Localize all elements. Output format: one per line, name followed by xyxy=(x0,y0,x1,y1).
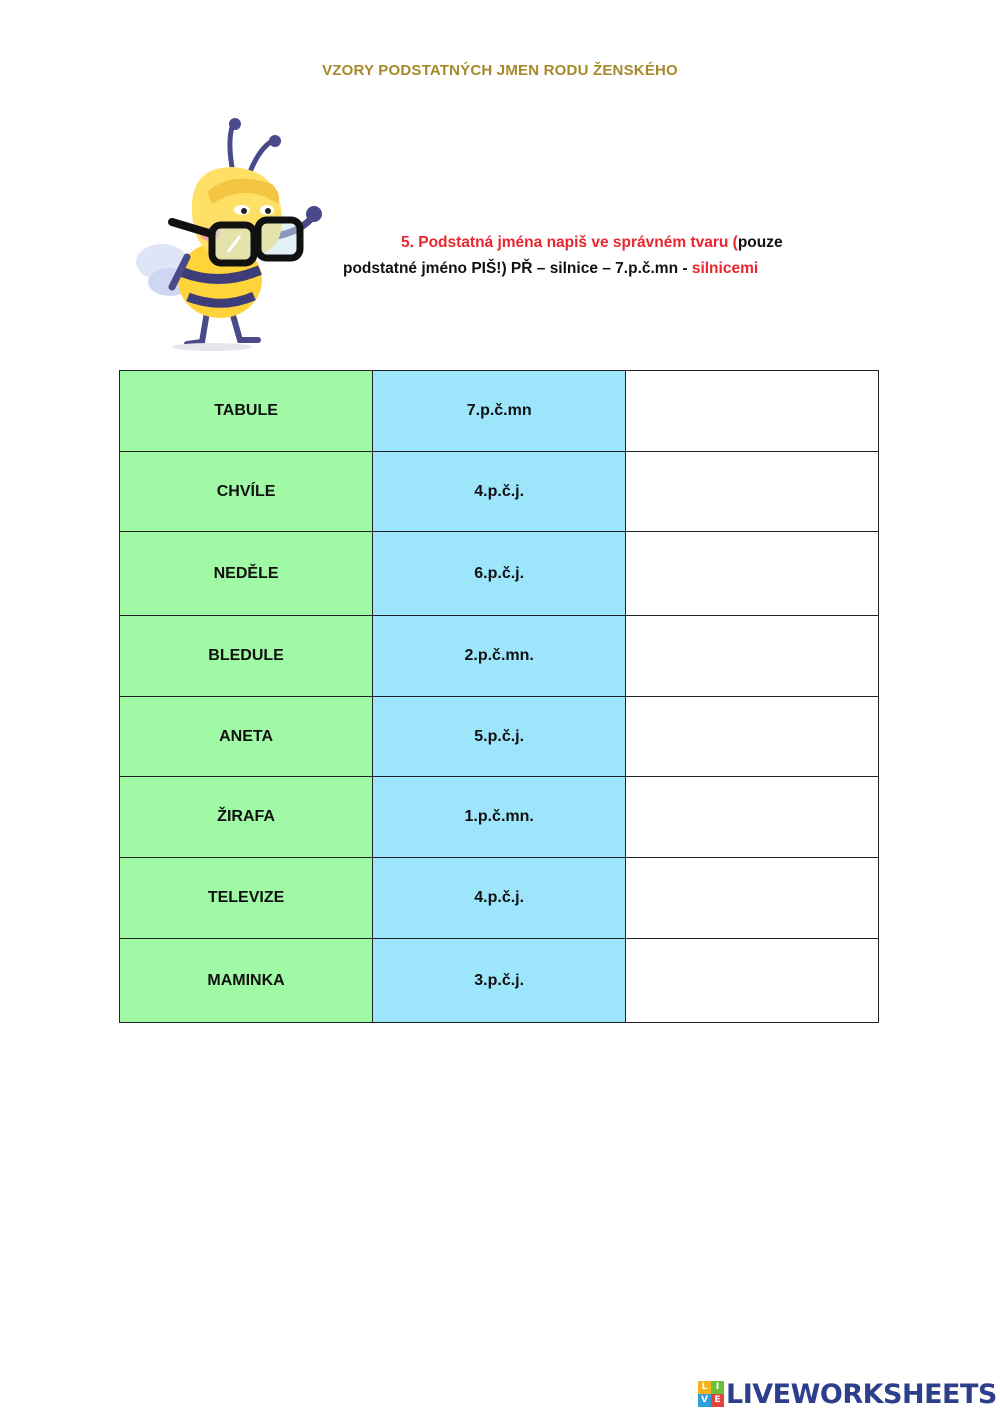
table-row xyxy=(120,452,879,532)
instruction-text: pouze podstatné jméno PIŠ!) PŘ – silnice – 7.p.č.mn - xyxy=(343,234,783,277)
case-cell: 7.p.č.mn xyxy=(373,371,626,452)
answer-cell xyxy=(626,939,879,1023)
answer-cell xyxy=(626,532,879,616)
liveworksheets-logo-icon: L I V E xyxy=(698,1381,724,1407)
answer-input[interactable] xyxy=(626,401,878,421)
noun-cell: CHVÍLE xyxy=(120,452,373,532)
answer-input[interactable] xyxy=(626,807,878,827)
table-row xyxy=(120,777,879,858)
table-row xyxy=(120,858,879,939)
answer-input[interactable] xyxy=(626,727,878,747)
noun-cell: ANETA xyxy=(120,697,373,777)
noun-cell: MAMINKA xyxy=(120,939,373,1023)
page-title: VZORY PODSTATNÝCH JMEN RODU ŽENSKÉHO xyxy=(322,62,678,79)
answer-input[interactable] xyxy=(626,888,878,908)
case-cell: 1.p.č.mn. xyxy=(373,777,626,858)
noun-cell: BLEDULE xyxy=(120,616,373,697)
case-cell: 2.p.č.mn. xyxy=(373,616,626,697)
logo-text: LIVEWORKSHEETS xyxy=(726,1378,997,1410)
table-row xyxy=(120,532,879,616)
answer-input[interactable] xyxy=(626,971,878,991)
noun-cell: ŽIRAFA xyxy=(120,777,373,858)
exercise-table xyxy=(119,370,879,1023)
liveworksheets-logo xyxy=(698,1378,997,1410)
case-cell: 4.p.č.j. xyxy=(373,452,626,532)
table-row xyxy=(120,616,879,697)
instruction-example-answer: silnicemi xyxy=(691,260,759,277)
case-cell: 3.p.č.j. xyxy=(373,939,626,1023)
answer-cell xyxy=(626,371,879,452)
case-cell: 6.p.č.j. xyxy=(373,532,626,616)
noun-cell: TABULE xyxy=(120,371,373,452)
table-row xyxy=(120,697,879,777)
table-row xyxy=(120,939,879,1023)
answer-input[interactable] xyxy=(626,646,878,666)
answer-input[interactable] xyxy=(626,482,878,502)
answer-input[interactable] xyxy=(626,564,878,584)
noun-cell: NEDĚLE xyxy=(120,532,373,616)
case-cell: 4.p.č.j. xyxy=(373,858,626,939)
table-row xyxy=(120,371,879,452)
bee-with-glasses-icon xyxy=(132,112,337,357)
answer-cell xyxy=(626,452,879,532)
answer-cell xyxy=(626,697,879,777)
noun-cell: TELEVIZE xyxy=(120,858,373,939)
instruction-red-text: 5. Podstatná jména napiš ve správném tvaru ( xyxy=(401,234,738,251)
answer-cell xyxy=(626,616,879,697)
answer-cell xyxy=(626,858,879,939)
case-cell: 5.p.č.j. xyxy=(373,697,626,777)
answer-cell xyxy=(626,777,879,858)
exercise-instruction xyxy=(343,230,813,282)
